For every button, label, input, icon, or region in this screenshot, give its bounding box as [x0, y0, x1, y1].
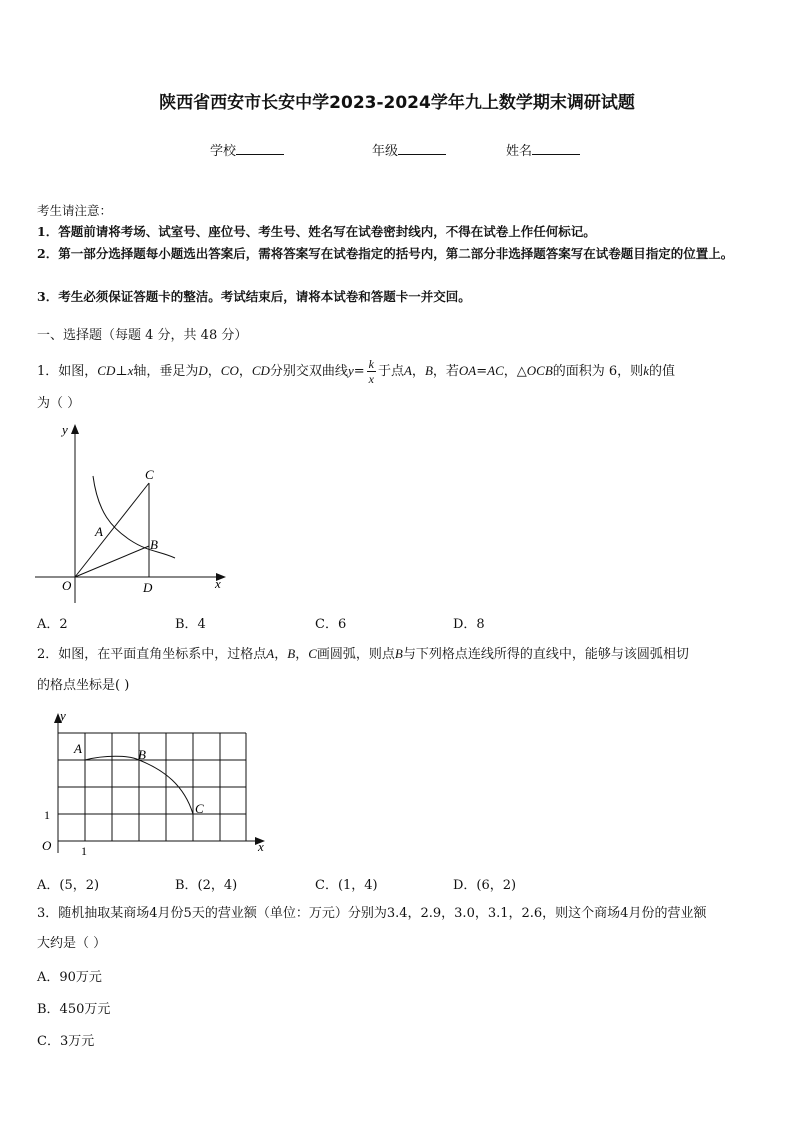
q2-option-c[interactable]: C．(1，4) [315, 878, 378, 893]
q2-label-A: A [74, 741, 82, 756]
q1-stem-line1: 1．如图，CD⊥x轴，垂足为D，CO，CD分别交双曲线y= $\frac{k}{x}$ 于点A，B，若OA=AC，△OCB的面积为 6，则k的值 [37, 357, 675, 386]
q2-stem-line2: 的格点坐标是( ) [37, 678, 130, 693]
q2-label-one-x: 1 [81, 844, 87, 857]
q1-label-C: C [145, 467, 154, 482]
q1-stem-line2: 为（ ） [37, 396, 81, 411]
q1-hyperbola [93, 476, 175, 558]
q2-label-C: C [195, 801, 204, 816]
q1-option-c[interactable]: C．6 [315, 617, 347, 632]
name-label: 姓名 [506, 144, 533, 159]
q2-label-B: B [138, 747, 146, 762]
q2-figure [34, 705, 274, 857]
notice-item-3: 3．考生必须保证答题卡的整洁。考试结束后，请将本试卷和答题卡一并交回。 [37, 289, 471, 304]
notice-item-2: 2．第一部分选择题每小题选出答案后，需将答案写在试卷指定的括号内，第二部分非选择题答案写在试卷题目指定的位置上。 [37, 246, 734, 261]
q2-option-b[interactable]: B．(2，4) [175, 878, 238, 893]
notice-heading: 考生请注意： [37, 203, 113, 218]
school-blank[interactable] [236, 142, 284, 155]
page-title: 陕西省西安市长安中学2023-2024学年九上数学期末调研试题 [159, 93, 635, 113]
q3-option-a[interactable]: A．90万元 [37, 970, 102, 985]
notice-item-1: 1．答题前请将考场、试室号、座位号、考生号、姓名写在试卷密封线内，不得在试卷上作任何标记。 [37, 224, 596, 239]
q2-stem-line1: 2．如图，在平面直角坐标系中，过格点A，B，C画圆弧，则点B与下列格点连线所得的直线中，能够与该圆弧相切 [37, 646, 689, 662]
q3-option-c[interactable]: C．3万元 [37, 1034, 95, 1049]
q1-segment-OC [75, 483, 149, 577]
q2-label-O: O [42, 838, 52, 853]
q1-label-x: x [215, 576, 221, 591]
q3-option-b[interactable]: B．450万元 [37, 1002, 111, 1017]
section-heading: 一、选择题（每题 4 分，共 48 分） [37, 328, 248, 343]
q2-grid [58, 733, 246, 841]
name-blank[interactable] [532, 142, 580, 155]
q1-label-D: D [143, 580, 153, 595]
name-field[interactable] [506, 140, 580, 159]
school-label: 学校 [210, 144, 237, 159]
q1-segment-OB [75, 546, 149, 577]
q2-label-one-y: 1 [44, 808, 50, 822]
q3-stem-line1: 3．随机抽取某商场4月份5天的营业额（单位：万元）分别为3.4，2.9，3.0，3.1，2.6，则这个商场4月份的营业额 [37, 906, 707, 921]
grade-blank[interactable] [398, 142, 446, 155]
q1-label-y: y [62, 422, 68, 437]
q2-option-a[interactable]: A．(5，2) [37, 878, 100, 893]
grade-label: 年级 [372, 144, 399, 159]
q2-option-d[interactable]: D．(6，2) [453, 878, 517, 893]
grade-field[interactable] [372, 140, 446, 159]
q1-option-a[interactable]: A．2 [37, 617, 68, 632]
q1-label-B: B [150, 537, 158, 552]
q1-option-b[interactable]: B．4 [175, 617, 206, 632]
q1-label-O: O [62, 578, 72, 593]
q1-label-A: A [95, 524, 103, 539]
q1-figure [30, 418, 240, 608]
q1-y-arrow [71, 424, 79, 434]
q2-label-x: x [258, 839, 264, 854]
school-field[interactable] [210, 140, 284, 159]
q1-fraction: $\frac{k}{x}$ [368, 357, 374, 386]
q1-option-d[interactable]: D．8 [453, 617, 485, 632]
q2-label-y: y [60, 708, 66, 723]
q3-stem-line2: 大约是（ ） [37, 936, 107, 951]
